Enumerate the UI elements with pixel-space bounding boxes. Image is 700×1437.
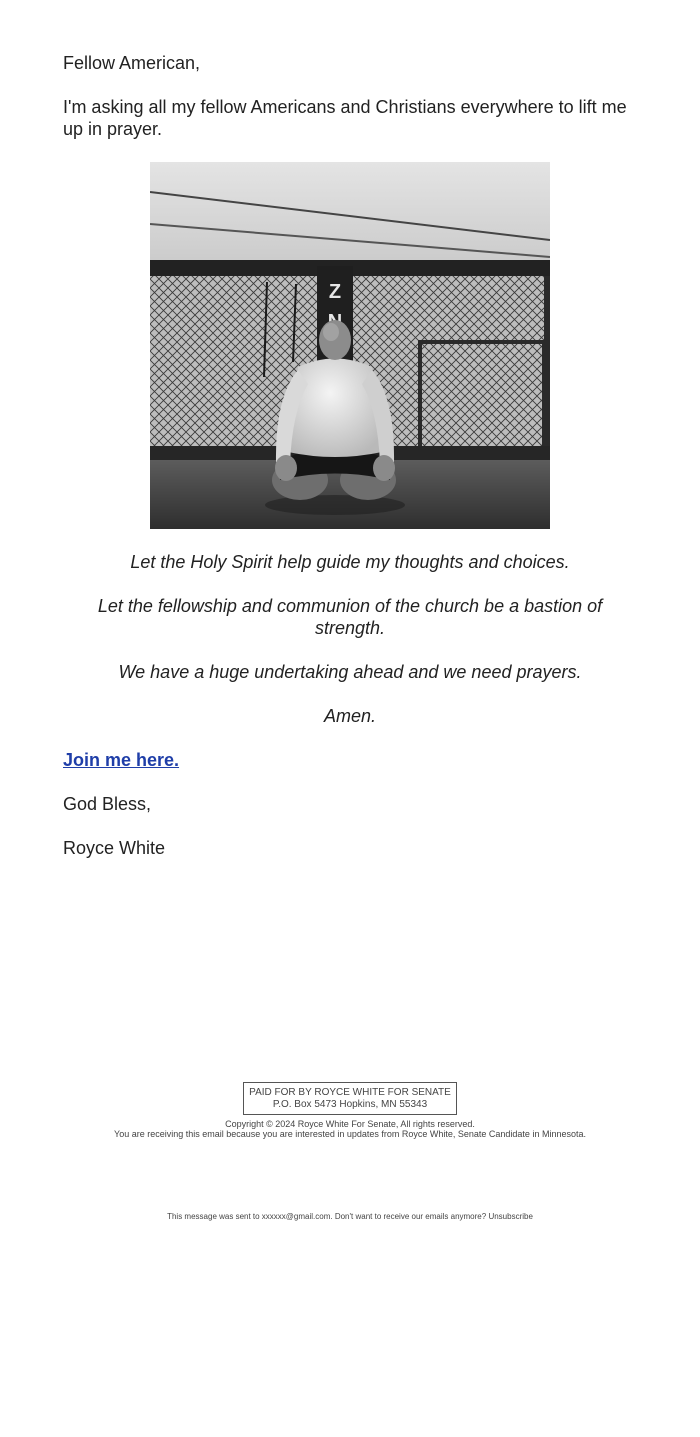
join-link[interactable]: Join me here.: [63, 750, 180, 770]
copyright-line: Copyright © 2024 Royce White For Senate, All rights reserved.: [225, 1119, 475, 1129]
closing: God Bless,: [63, 794, 152, 814]
paid-for-box: [243, 1082, 457, 1115]
copyright-block: [0, 1119, 700, 1139]
paid-for-line: PAID FOR BY ROYCE WHITE FOR SENATE: [249, 1087, 451, 1098]
prayer-line-1: Let the Holy Spirit help guide my thoughts and choices.: [130, 552, 570, 572]
prayer-line-2: Let the fellowship and communion of the church be a bastion of strength.: [97, 596, 603, 638]
intro-paragraph: I'm asking all my fellow Americans and Christians everywhere to lift me up in prayer.: [63, 97, 627, 139]
unsubscribe-link[interactable]: Unsubscribe: [488, 1212, 533, 1221]
sent-to-notice: [0, 1212, 700, 1222]
amen-line: Amen.: [323, 706, 377, 726]
signature: Royce White: [63, 838, 166, 858]
greeting: Fellow American,: [63, 53, 201, 73]
mailing-address: P.O. Box 5473 Hopkins, MN 55343: [272, 1099, 428, 1110]
kneeling-man-photo: [150, 162, 550, 529]
subscription-reason: You are receiving this email because you are interested in updates from Royce White, Senate Candidate in Minnesota.: [114, 1129, 586, 1139]
post-letter-z: Z: [328, 281, 342, 303]
sent-to-text: This message was sent to xxxxxx@gmail.com. Don't want to receive our emails anymore?: [167, 1212, 487, 1221]
prayer-line-3: We have a huge undertaking ahead and we need prayers.: [118, 662, 582, 682]
footer: [0, 1082, 700, 1139]
